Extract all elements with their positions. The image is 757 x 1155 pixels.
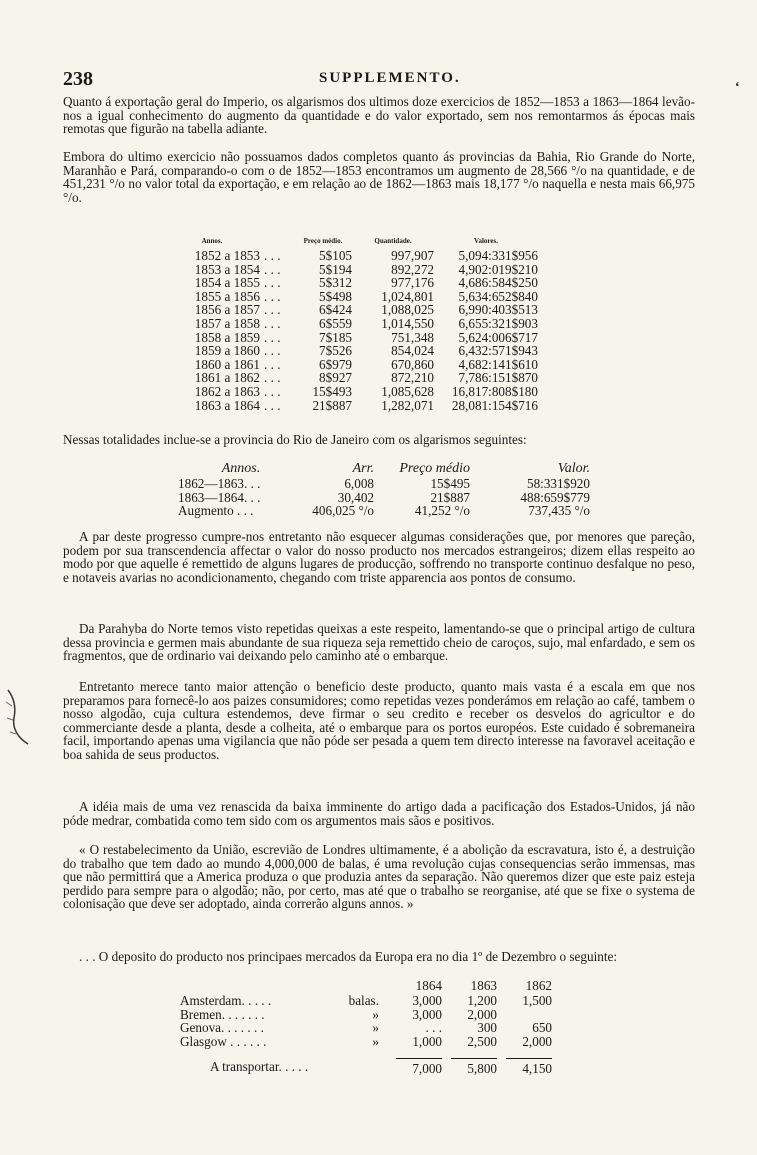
- table-row: 1856 a 1857 . . . 6$424 1,088,025 6,990:403$513: [194, 302, 538, 318]
- table-row: 1853 a 1854 . . . 5$194 892,272 4,902:019$210: [194, 261, 538, 277]
- table-row: Genova. . . . . . . » . . . 300 650: [180, 1020, 552, 1036]
- deposit-table: [180, 978, 552, 1076]
- paragraph-pacification: A idéia mais de uma vez renascida da baixa imminente do artigo dada a pacificação dos Estados-Unidos, já não póde medrar, combatida como tem sido com os argumentos mais sãos e positivos.: [63, 799, 695, 828]
- paragraph-export-intro: Quanto á exportação geral do Imperio, os algarismos dos ultimos doze exercicios de 1852—1853 a 1863—1864 levão-nos a igual conhecimento do augmento da quantidade e do valor exportado, sem nos remontarmos ás épocas mais remotas que figurão na tabella adiante.: [63, 94, 695, 137]
- export-table: [160, 235, 538, 412]
- col-header-1862: 1862: [525, 978, 552, 994]
- table-row: 1863—1864. . . 30,402 21$887 488:659$779: [178, 489, 590, 505]
- paragraph-parahyba: Da Parahyba do Norte temos visto repetidas queixas a este respeito, lamentando-se que o principal artigo de cultura dessa provincia e germen mais abundante de sua riqueza seja remettido cheio de caroços, sujo, mal enfardado, e sem os fragmentos, que de ordinario vai deixando pelo caminho até o embarque.: [63, 621, 695, 664]
- col-header-years: Annos.: [201, 237, 223, 246]
- col-header-price: Preço médio: [399, 460, 470, 476]
- col-header-price: Preço médio.: [303, 237, 343, 246]
- page-number: 238: [63, 68, 93, 90]
- rio-table: [178, 460, 590, 518]
- table-row: Augmento . . . 406,025 °/o 41,252 °/o 737,435 °/o: [178, 503, 590, 519]
- table-row: 1858 a 1859 . . . 7$185 751,348 5,624:006$717: [194, 329, 538, 345]
- col-header-years: Annos.: [221, 460, 261, 476]
- table-row: 1855 a 1856 . . . 5$498 1,024,801 5,634:652$840: [194, 288, 538, 304]
- table-row: Bremen. . . . . . . » 3,000 2,000: [180, 1006, 497, 1022]
- deposit-table-header: [180, 978, 552, 994]
- table-row: 1859 a 1860 . . . 7$526 854,024 6,432:571$943: [194, 343, 538, 359]
- paragraph-london-quote: « O restabelecimento da União, escrevião de Londres ultimamente, é a abolição da escravatura, isto é, a destruição do trabalho que tem dado ao mundo 4,000,000 de balas, é uma revolução cujas consequencias serão immensas, mas que não permittirá que a America produza o que produzia antes da separação. Não queremos dizer que este paiz esteja perdido para sempre para o algodão; não, por certo, mas até que o trabalho se reorganise, até que se fixe o systema de colonisação que deve ser adoptado, ainda correrão alguns annos. »: [63, 842, 695, 912]
- col-header-quantity: Quantidade.: [374, 237, 412, 246]
- col-header-value: Valor.: [557, 460, 590, 476]
- paragraph-attention: Entretanto merece tanto maior attenção o beneficio deste producto, quanto mais vasta é a escala em que nos preparamos para fornecê-lo aos paizes consumidores; como repetidas vezes ponderámos em relação ao café, tambem o nosso algodão, cuja cultura estendemos, deve firmar o seu credito e receber os desvelos do agricultor e do commerciante desde a planta, desde a colheita, até o embarque para os portos européos. Este cuidado é sobremaneira facil, importando apenas uma vigilancia que não póde ser pesada a quem tem directo interesse na favoravel aceitação e boa sahida de seus productos.: [63, 679, 695, 762]
- table-row: 1862 a 1863 . . . 15$493 1,085,628 16,817:808$180: [194, 383, 538, 399]
- paragraph-considerations: A par deste progresso cumpre-nos entretanto não esquecer algumas considerações que, por menores que pareção, podem por sua transcendencia affectar o valor do nosso producto nos mercados estrangeiros; dizem ellas respeito ao modo por que aquelle é remettido de alguns lugares de producção, soffrendo no transporte continuo desfalque no peso, e notaveis avarias no acondicionamento, chegando com triste apparencia aos pontos de consumo.: [63, 529, 695, 585]
- col-header-arrobas: Arr.: [352, 460, 374, 476]
- col-header-1863: 1863: [470, 978, 497, 994]
- corner-mark: ‘: [735, 80, 740, 95]
- paragraph-provinces: Embora do ultimo exercicio não possuamos dados completos quanto ás provincias da Bahia, Rio Grande do Norte, Maranhão e Pará, comparando-o com o de 1852—1853 encontramos um augmento de 28,566 °/o na quantidade, e de 451,231 °/o no valor total da exportação, e em relação ao de 1862—1863 mais 18,177 °/o naquella e nesta mais 66,975 °/o.: [63, 149, 695, 205]
- paragraph-rio-de-janeiro: Nessas totalidades inclue-se a provincia do Rio de Janeiro com os algarismos seguintes:: [63, 432, 527, 447]
- table-row: 1857 a 1858 . . . 6$559 1,014,550 6,655:321$903: [194, 315, 538, 331]
- table-row: 1860 a 1861 . . . 6$979 670,860 4,682:141$610: [194, 356, 538, 372]
- total-row: A transportar. . . . . 7,000 5,800 4,150: [210, 1059, 552, 1077]
- export-table-header: [160, 235, 538, 249]
- col-header-values: Valores.: [474, 237, 498, 246]
- table-row: 1852 a 1853 . . . 5$105 997,907 5,094:331$956: [194, 248, 538, 263]
- running-title: SUPPLEMENTO.: [319, 70, 461, 86]
- rio-table-header: [178, 460, 590, 477]
- paragraph-deposit: . . . O deposito do producto nos principaes mercados da Europa era no dia 1º de Dezembro o seguinte:: [79, 949, 618, 964]
- binding-clip-icon: [4, 688, 30, 748]
- page-header: [63, 68, 683, 92]
- table-row: 1854 a 1855 . . . 5$312 977,176 4,686:584$250: [194, 275, 538, 291]
- table-row: Amsterdam. . . . . balas. 3,000 1,200 1,500: [180, 993, 552, 1008]
- table-row: 1863 a 1864 . . . 21$887 1,282,071 28,081:154$716: [194, 397, 538, 413]
- col-header-1864: 1864: [415, 978, 442, 994]
- table-row: 1862—1863. . . 6,008 15$495 58:331$920: [178, 476, 590, 491]
- table-row: Glasgow . . . . . . » 1,000 2,500 2,000: [180, 1033, 552, 1049]
- table-row: 1861 a 1862 . . . 8$927 872,210 7,786:151$870: [194, 370, 538, 386]
